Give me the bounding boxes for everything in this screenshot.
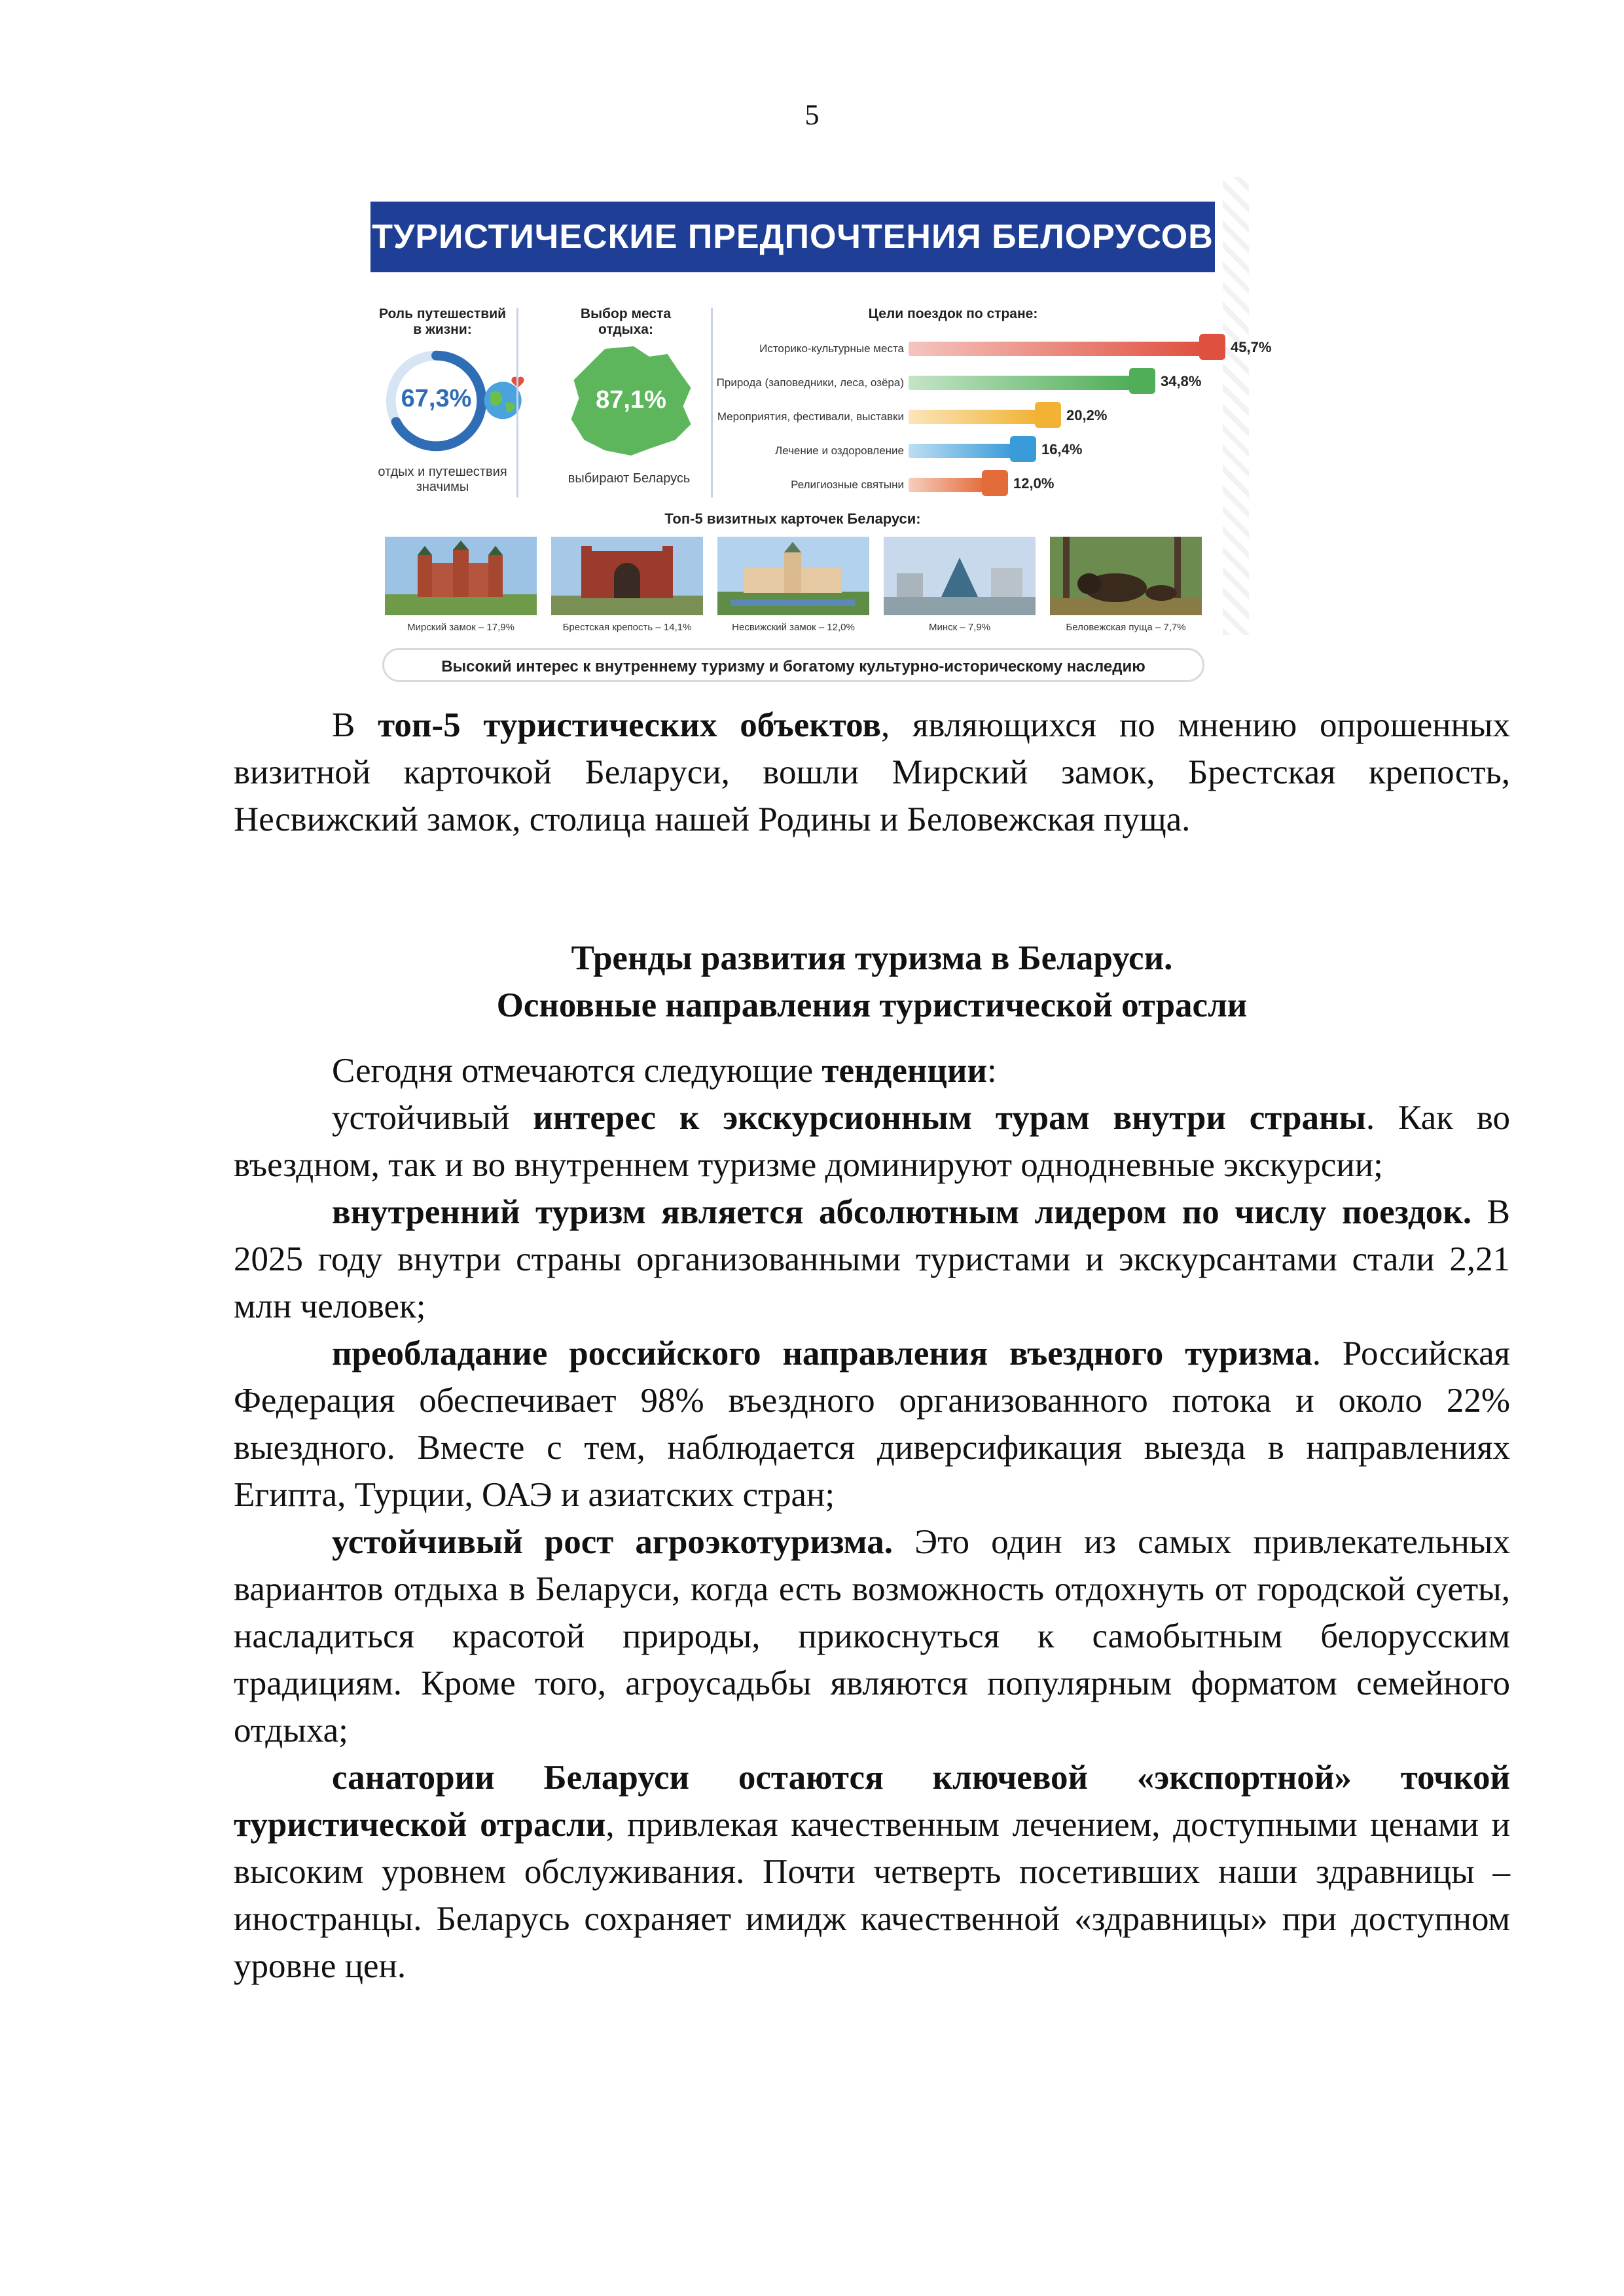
goal-value: 12,0%: [1013, 475, 1055, 492]
infographic-slogan: Высокий интерес к внутреннему туризму и богатому культурно-историческому наследию: [382, 648, 1204, 682]
intro-section: [234, 702, 1510, 843]
goal-value: 45,7%: [1231, 339, 1272, 355]
trend-item: [234, 1094, 1510, 1189]
trend-item: [234, 1754, 1510, 1990]
section-heading: [234, 935, 1510, 1029]
trend-item: [234, 1330, 1510, 1518]
nesvizh-castle-photo: [717, 537, 869, 615]
minsk-photo: [884, 537, 1036, 615]
goal-bar: [909, 376, 1133, 390]
intro-paragraph: [234, 702, 1510, 843]
goal-bar: [909, 444, 1014, 458]
text-span: В: [332, 706, 378, 744]
goal-label: Мероприятия, фестивали, выставки: [717, 410, 904, 423]
page-number: 5: [804, 99, 820, 131]
goal-row: [678, 368, 1241, 397]
health-icon: [1010, 436, 1036, 462]
goal-row: [678, 334, 1272, 363]
forest-icon: [1129, 368, 1155, 394]
choice-label: Выбор места отдыха:: [580, 306, 672, 337]
trends-section: [234, 1047, 1510, 1990]
goal-row: [678, 470, 1241, 499]
goal-value: 34,8%: [1161, 373, 1202, 389]
text-span: . Российская Федерация обеспечивает 98% въездного организованного потока и около 22% выездного. Вместе с тем, наблюдается диверсификация выезда в направлениях Египта, Турции, ОАЭ и азиатских стран;: [234, 1335, 1511, 1514]
text-span: Сегодня отмечаются следующие: [332, 1052, 822, 1090]
goals-label: Цели поездок по стране:: [868, 306, 1038, 321]
text-span: В 2025 году внутри страны организованными туристами и экскурсантами стали 2,21 млн человек;: [234, 1193, 1510, 1325]
top5-caption: Мирский замок – 17,9%: [407, 622, 514, 633]
bold-text: санатории Беларуси остаются ключевой «экспортной» точкой туристической отрасли: [234, 1759, 1510, 1844]
bold-text: интерес к экскурсионным турам внутри страны: [533, 1099, 1366, 1137]
bold-text: устойчивый рост агроэкотуризма.: [332, 1523, 893, 1561]
goal-bar: [909, 410, 1039, 424]
text-span: устойчивый: [332, 1099, 533, 1137]
divider: [516, 308, 518, 497]
mir-castle-photo: [385, 537, 537, 615]
globe-heart-icon: [480, 373, 530, 423]
text-span: :: [987, 1052, 997, 1090]
infographic-title: ТУРИСТИЧЕСКИЕ ПРЕДПОЧТЕНИЯ БЕЛОРУСОВ: [370, 202, 1215, 272]
festival-icon: [1035, 402, 1061, 428]
choice-value: 87,1%: [596, 386, 666, 414]
top5-caption: Минск – 7,9%: [928, 622, 991, 633]
goal-label: Историко-культурные места: [759, 342, 904, 355]
role-value: 67,3%: [401, 385, 472, 412]
text-span: . Как во въездном, так и во внутреннем туризме доминируют однодневные экскурсии;: [234, 1099, 1510, 1184]
goal-value: 16,4%: [1041, 441, 1083, 457]
castle-icon: [1199, 334, 1225, 360]
goal-bar: [909, 342, 1203, 356]
trends-lead: [234, 1047, 1510, 1094]
goal-bar: [909, 478, 986, 492]
text-span: , являющихся по мнению опрошенных визитной карточкой Беларуси, вошли Мирский замок, Брестская крепость, Несвижский замок, столица нашей Родины и Беловежская пуща.: [234, 706, 1511, 838]
top5-caption: Несвижский замок – 12,0%: [732, 622, 855, 633]
bold-text: преобладание российского направления въездного туризма: [332, 1335, 1312, 1372]
role-caption: отдых и путешествия значимы: [378, 465, 507, 494]
heading-line: Основные направления туристической отрасли: [496, 986, 1248, 1024]
top5-caption: Беловежская пуща – 7,7%: [1066, 622, 1186, 633]
text-span: Это один из самых привлекательных вариантов отдыха в Беларуси, когда есть возможность отдохнуть от городской суеты, насладиться красотой природы, прикоснуться к самобытным белорусским традициям. Кроме того, агроусадьбы являются популярным форматом семейного отдыха;: [234, 1523, 1510, 1749]
church-icon: [982, 470, 1008, 496]
goal-value: 20,2%: [1066, 407, 1108, 423]
text-span: , привлекая качественным лечением, доступными ценами и высоким уровнем обслуживания. Почти четверть посетивших наши здравницы – иностранцы. Беларусь сохраняет имидж качественной «здравницы» при доступном уровне цен.: [234, 1806, 1510, 1985]
goal-label: Лечение и оздоровление: [775, 444, 904, 457]
role-label: Роль путешествий в жизни:: [378, 306, 507, 337]
goal-row: [678, 436, 1241, 465]
trend-item: [234, 1518, 1510, 1754]
heading-line: Тренды развития туризма в Беларуси.: [571, 939, 1173, 977]
bold-text: тенденции: [821, 1052, 987, 1090]
goal-label: Природа (заповедники, леса, озёра): [716, 376, 904, 389]
belovezhskaya-pushcha-photo: [1050, 537, 1202, 615]
bold-text: топ-5 туристических объектов: [378, 706, 881, 744]
top5-caption: Брестская крепость – 14,1%: [562, 622, 692, 633]
infographic: [370, 196, 1272, 687]
trend-item: [234, 1189, 1510, 1330]
goal-label: Религиозные святыни: [791, 478, 904, 491]
brest-fortress-photo: [551, 537, 703, 615]
top5-label: Топ-5 визитных карточек Беларуси:: [664, 511, 921, 527]
choice-caption: выбирают Беларусь: [568, 471, 691, 486]
bold-text: внутренний туризм является абсолютным лидером по числу поездок.: [332, 1193, 1472, 1231]
goal-row: [678, 402, 1241, 431]
